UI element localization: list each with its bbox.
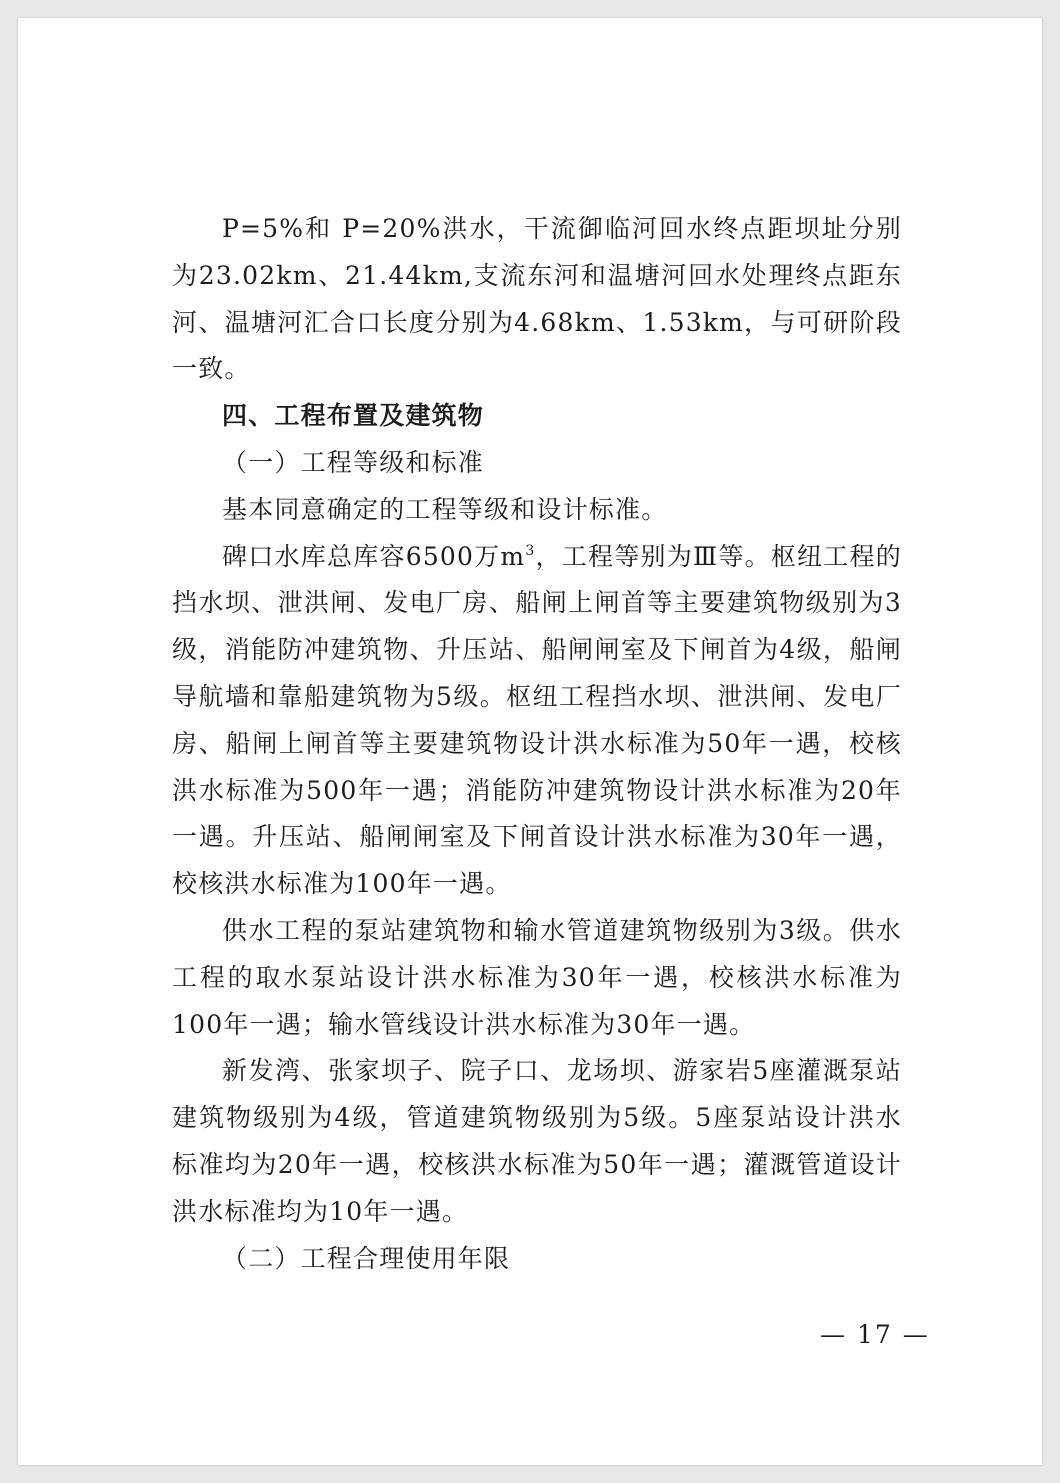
paragraph-water-supply: 供水工程的泵站建筑物和输水管道建筑物级别为3级。供水工程的取水泵站设计洪水标准为30年一遇，校核洪水标准为100年一遇；输水管线设计洪水标准为30年一遇。	[172, 915, 902, 1039]
document-page	[18, 18, 1042, 1465]
section-heading-layout: 四、工程布置及建筑物	[222, 401, 485, 431]
subsection-heading-grade: （一）工程等级和标准	[222, 447, 485, 477]
subsection-heading-service-life: （二）工程合理使用年限	[222, 1243, 511, 1273]
reservoir-text-after: ，工程等别为Ⅲ等。枢纽工程的挡水坝、泄洪闸、发电厂房、船闸上闸首等主要建筑物级别为3级，消能防冲建筑物、升压站、船闸闸室及下闸首为4级，船闸导航墙和靠船建筑物为5级。枢纽工程挡水坝、泄洪闸、发电厂房、船闸上闸首等主要建筑物设计洪水标准为50年一遇，校核洪水标准为500年一遇；消能防冲建筑物设计洪水标准为20年一遇。升压站、船闸闸室及下闸首设计洪水标准为30年一遇，校核洪水标准为100年一遇。	[172, 541, 902, 899]
reservoir-text-before: 碑口水库总库容6500万m	[222, 541, 526, 571]
paragraph-reservoir-grade	[172, 534, 902, 908]
document-body	[172, 206, 902, 1282]
page-number: — 17 —	[820, 1320, 930, 1349]
paragraph-backwater: P=5%和 P=20%洪水，干流御临河回水终点距坝址分别为23.02km、21.44km,支流东河和温塘河回水处理终点距东河、温塘河汇合口长度分别为4.68km、1.53km，与可研阶段一致。	[172, 214, 902, 384]
paragraph-irrigation: 新发湾、张家坝子、院子口、龙场坝、游家岩5座灌溉泵站建筑物级别为4级，管道建筑物级别为5级。5座泵站设计洪水标准均为20年一遇，校核洪水标准为50年一遇；灌溉管道设计洪水标准均为10年一遇。	[172, 1056, 902, 1226]
paragraph-agree-grade: 基本同意确定的工程等级和设计标准。	[222, 494, 668, 524]
superscript-cubic: 3	[525, 542, 536, 559]
